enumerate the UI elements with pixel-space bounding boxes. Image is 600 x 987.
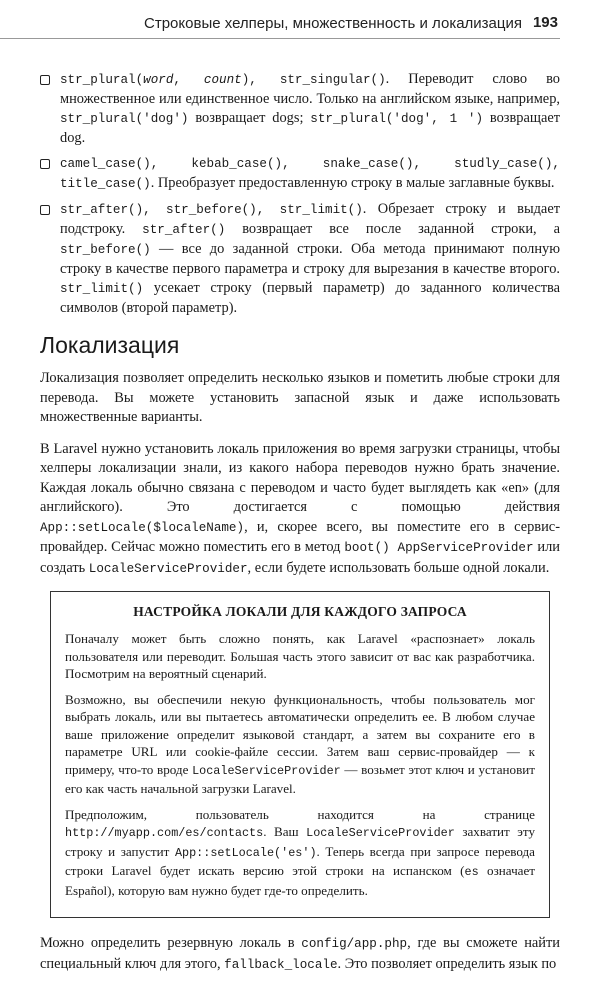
bullet-list [40, 70, 560, 318]
text: — все до заданной строки. Оба метода принимают полную строку в качестве первого параметра и строку для вырезания в качестве второго. [60, 241, 560, 277]
inline-code: str_plural('dog', 1 ') [310, 112, 484, 126]
inline-code: str_before() [60, 243, 151, 257]
sidebar-box [50, 591, 550, 918]
checkbox-bullet-icon [40, 75, 50, 85]
text: . Теперь всегда при запросе перевода строки Laravel будет искать версию этой строки на испанском ( [65, 843, 535, 878]
paragraph [40, 934, 560, 975]
page-content [40, 70, 560, 987]
text: — возьмет этот ключ и установит его как часть начальной загрузки Laravel. [65, 761, 535, 796]
page-number: 193 [532, 14, 558, 31]
header-rule [0, 38, 560, 39]
paragraph [40, 440, 560, 580]
text: , где вы сможете найти специальный ключ для этого, [40, 935, 560, 972]
checkbox-bullet-icon [40, 205, 50, 215]
text: . Обрезает строку и выдает подстроку. [60, 201, 560, 237]
sidebar-title: НАСТРОЙКА ЛОКАЛИ ДЛЯ КАЖДОГО ЗАПРОСА [133, 604, 467, 619]
inline-code: fallback_locale [224, 957, 338, 972]
text: . Это позволяет определить язык по [337, 955, 557, 972]
inline-code: str_limit() [60, 282, 144, 296]
text: , и, скорее всего, вы поместите его в сервис-провайдер. Сейчас можно поместить его в метод [40, 518, 560, 555]
inline-code: config/app.php [301, 937, 408, 951]
paragraph: Локализация позволяет определить несколько языков и пометить любые строки для перевода. Вы можете установить запасной язык и даже использовать множественные варианты. [40, 370, 560, 425]
section-title: Локализация [40, 332, 180, 358]
text: возвращает dog. [60, 110, 561, 146]
page-header [0, 0, 600, 44]
text: Возможно, вы обеспечили некую функциональность, чтобы пользователь мог выбрать локаль, или вы пытаетесь автоматически определить ее. В любом случае ваше приложение определит языковой стандарт, а затем вы сохраните его в параметре URL или cookie-файле сессии. Затем ваш сервис-провайдер — к примеру, что-то вроде [65, 691, 535, 777]
text: захватит эту строку и запустит [65, 824, 535, 859]
checkbox-bullet-icon [40, 159, 50, 169]
inline-code: LocaleServiceProvider [192, 763, 341, 778]
inline-code: boot() AppServiceProvider [344, 541, 534, 555]
text: возвращает все после заданной строки, а [225, 221, 560, 237]
running-title: Строковые хелперы, множественность и локализация [144, 15, 522, 32]
inline-code: str_after() [142, 223, 226, 237]
inline-code: str_after(), str_before(), str_limit() [60, 203, 363, 217]
inline-code: ), str_singular() [241, 73, 386, 87]
text: , если будете использовать больше одной локали. [247, 559, 550, 576]
inline-code: App::setLocale($localeName) [40, 520, 245, 535]
inline-code: LocaleServiceProvider [306, 826, 455, 840]
inline-code: , [173, 73, 204, 87]
inline-code: camel_case(), kebab_case(), snake_case(), studly_case(), title_case() [60, 157, 560, 191]
text: Предположим, пользователь находится на странице [65, 806, 535, 822]
list-item [40, 154, 560, 194]
sidebar-paragraph [65, 691, 535, 798]
text: Можно определить резервную локаль в [40, 935, 302, 951]
list-item [40, 70, 560, 148]
sidebar-paragraph: Поначалу может быть сложно понять, как Laravel «распознает» локаль пользователя или переводит. Большая часть этого зависит от вас как разработчика. Посмотрим на вероятный сценарий. [65, 631, 535, 681]
text: В Laravel нужно установить локаль приложения во время загрузки страницы, чтобы хелперы локализации знали, из какого набора переводов нужно брать значение. Каждая локаль обычно связана с переводом и часто будет выглядеть как «en» (для английского). Это достигается с помощью действия [40, 440, 560, 515]
text: . Преобразует предоставленную строку в малые заглавные буквы. [150, 175, 555, 191]
text: . Ваш [263, 824, 307, 839]
text: усекает строку (первый параметр) до заданного количества символов (второй параметр). [60, 280, 560, 316]
inline-code: http://myapp.com/es/contacts [65, 826, 264, 840]
sidebar-paragraph [65, 806, 535, 900]
inline-code-param: count [203, 73, 242, 87]
inline-code: LocaleServiceProvider [88, 561, 248, 576]
text: . Переводит слово во множественное или единственное число. Только на английском языке, например, [60, 71, 560, 107]
inline-code-param: word [143, 73, 174, 87]
inline-code: es [464, 865, 479, 879]
inline-code: str_plural('dog') [60, 112, 189, 126]
text: означает Español), которую вам нужно будет где-то определить. [65, 863, 535, 898]
text: возвращает dogs; [188, 110, 311, 126]
text: или создать [40, 539, 561, 576]
list-item [40, 200, 560, 318]
inline-code: str_plural( [60, 73, 144, 87]
inline-code: App::setLocale('es') [174, 845, 317, 860]
